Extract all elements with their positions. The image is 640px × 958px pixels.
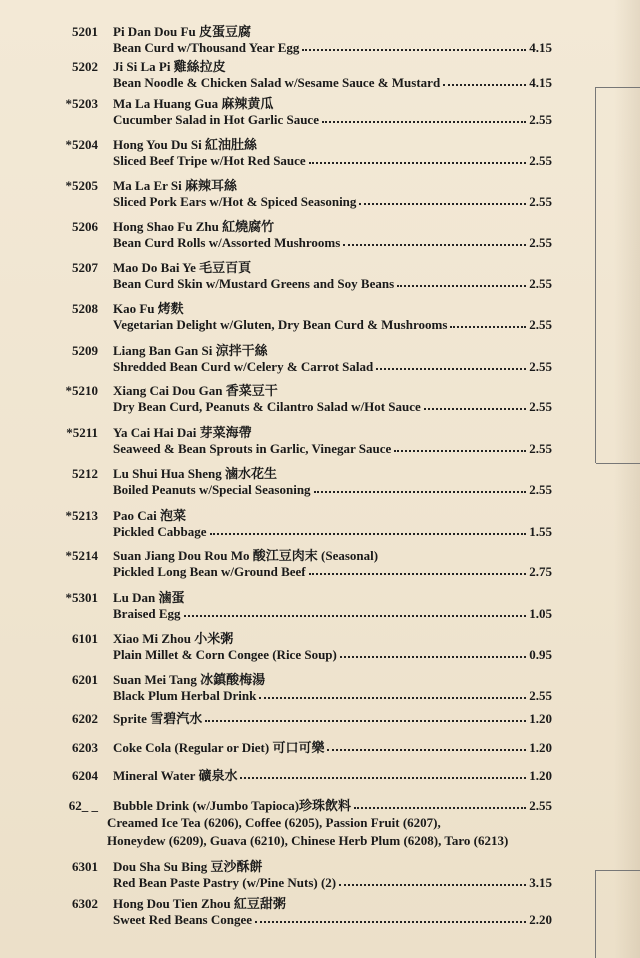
item-title: Lu Dan 滷蛋 [113, 590, 185, 605]
item-description: Sliced Beef Tripe w/Hot Red Sauce [113, 153, 306, 168]
item-description-line [113, 875, 552, 890]
edge-tab-line [596, 870, 640, 871]
item-number: 5212 [72, 466, 98, 481]
item-description-line [113, 606, 552, 621]
dot-leader [322, 121, 526, 123]
item-price: 2.55 [529, 482, 552, 497]
bubble-flavors-line: Honeydew (6209), Guava (6210), Chinese Herb Plum (6208), Taro (6213) [107, 833, 509, 848]
item-description: Dry Bean Curd, Peanuts & Cilantro Salad w/Hot Sauce [113, 399, 421, 414]
dot-leader [450, 326, 526, 328]
item-price: 2.55 [529, 194, 552, 209]
edge-tab-line [596, 87, 640, 88]
item-description-line [113, 153, 552, 168]
item-title: Hong You Du Si 紅油肚絲 [113, 137, 257, 152]
item-number: 6301 [72, 859, 98, 874]
item-price: 1.20 [529, 711, 552, 726]
item-price: 2.20 [529, 912, 552, 927]
item-description: Plain Millet & Corn Congee (Rice Soup) [113, 647, 337, 662]
item-title: Xiao Mi Zhou 小米粥 [113, 631, 234, 646]
item-description: Pickled Cabbage [113, 524, 207, 539]
dot-leader [340, 656, 526, 658]
item-number: 6101 [72, 631, 98, 646]
item-price: 2.55 [529, 441, 552, 456]
item-description: Sprite 雪碧汽水 [113, 711, 203, 726]
dot-leader [210, 533, 527, 535]
item-description-line [113, 194, 552, 209]
item-description-line [113, 524, 552, 539]
item-description-line [113, 912, 552, 927]
item-description: Coke Cola (Regular or Diet) 可口可樂 [113, 740, 325, 755]
item-description: Bubble Drink (w/Jumbo Tapioca)珍珠飲料 [113, 798, 352, 813]
item-description-line [113, 112, 552, 127]
dot-leader [327, 749, 526, 751]
item-number: 5207 [72, 260, 98, 275]
item-description: Pickled Long Bean w/Ground Beef [113, 564, 306, 579]
item-number: 6202 [72, 711, 98, 726]
bubble-flavors-line: Creamed Ice Tea (6206), Coffee (6205), Passion Fruit (6207), [107, 815, 441, 830]
dot-leader [309, 162, 527, 164]
item-title: Liang Ban Gan Si 涼拌干絲 [113, 343, 268, 358]
item-price: 0.95 [529, 647, 552, 662]
item-description-line [113, 235, 552, 250]
item-title: Hong Shao Fu Zhu 紅燒腐竹 [113, 219, 275, 234]
dot-leader [359, 203, 526, 205]
dot-leader [302, 49, 526, 51]
dot-leader [255, 921, 526, 923]
item-description: Seaweed & Bean Sprouts in Garlic, Vinegar Sauce [113, 441, 392, 456]
item-description-line [113, 441, 552, 456]
item-description-line [113, 740, 552, 755]
item-number: 62_ _ [68, 798, 98, 813]
item-description: Vegetarian Delight w/Gluten, Dry Bean Curd & Mushrooms [113, 317, 448, 332]
item-title: Suan Jiang Dou Rou Mo 酸江豆肉末 (Seasonal) [113, 548, 379, 563]
item-number: 5208 [72, 301, 98, 316]
item-number: 5209 [72, 343, 98, 358]
item-price: 2.55 [529, 399, 552, 414]
item-title: Suan Mei Tang 冰鎮酸梅湯 [113, 672, 266, 687]
item-description-line [113, 711, 552, 726]
item-description-line [113, 768, 552, 783]
dot-leader [354, 807, 526, 809]
item-description-line [113, 482, 552, 497]
item-description: Sliced Pork Ears w/Hot & Spiced Seasoning [113, 194, 357, 209]
dot-leader [240, 777, 526, 779]
page-edge-shadow [614, 0, 640, 958]
dot-leader [309, 573, 527, 575]
item-description-line [113, 75, 552, 90]
item-number: 5202 [72, 59, 98, 74]
item-description: Red Bean Paste Pastry (w/Pine Nuts) (2) [113, 875, 337, 890]
item-description: Bean Curd Rolls w/Assorted Mushrooms [113, 235, 341, 250]
dot-leader [343, 244, 526, 246]
dot-leader [443, 84, 526, 86]
item-title: Xiang Cai Dou Gan 香菜豆干 [113, 383, 278, 398]
dot-leader [259, 697, 526, 699]
item-price: 2.55 [529, 317, 552, 332]
item-number: 6302 [72, 896, 98, 911]
item-description: Bean Curd Skin w/Mustard Greens and Soy Beans [113, 276, 395, 291]
item-description: Boiled Peanuts w/Special Seasoning [113, 482, 311, 497]
item-price: 2.55 [529, 235, 552, 250]
item-number: 6203 [72, 740, 98, 755]
item-number: 6201 [72, 672, 98, 687]
dot-leader [339, 884, 526, 886]
item-description-line [113, 359, 552, 374]
item-title: Dou Sha Su Bing 豆沙酥餅 [113, 859, 263, 874]
item-price: 4.15 [529, 40, 552, 55]
item-description-line [113, 399, 552, 414]
item-description-line [113, 798, 552, 813]
dot-leader [184, 615, 527, 617]
item-price: 2.55 [529, 276, 552, 291]
item-title: Kao Fu 烤麩 [113, 301, 184, 316]
dot-leader [376, 368, 526, 370]
item-number: *5205 [65, 178, 98, 193]
item-price: 1.20 [529, 740, 552, 755]
edge-tab-divider [595, 870, 596, 958]
item-title: Ya Cai Hai Dai 芽菜海帶 [113, 425, 252, 440]
item-number: *5213 [65, 508, 98, 523]
item-title: Ji Si La Pi 雞絲拉皮 [113, 59, 226, 74]
item-description: Bean Noodle & Chicken Salad w/Sesame Sauce & Mustard [113, 75, 441, 90]
item-description: Cucumber Salad in Hot Garlic Sauce [113, 112, 319, 127]
dot-leader [397, 285, 526, 287]
item-description: Mineral Water 礦泉水 [113, 768, 238, 783]
item-number: *5211 [66, 425, 98, 440]
edge-tab-divider [595, 87, 596, 463]
item-price: 3.15 [529, 875, 552, 890]
item-number: *5210 [65, 383, 98, 398]
item-title: Lu Shui Hua Sheng 滷水花生 [113, 466, 278, 481]
item-price: 2.55 [529, 112, 552, 127]
item-number: *5214 [65, 548, 98, 563]
item-price: 1.05 [529, 606, 552, 621]
item-price: 4.15 [529, 75, 552, 90]
item-number: 5206 [72, 219, 98, 234]
edge-tab-line [596, 463, 640, 464]
dot-leader [424, 408, 526, 410]
item-price: 2.55 [529, 798, 552, 813]
item-number: *5203 [65, 96, 98, 111]
item-description: Black Plum Herbal Drink [113, 688, 257, 703]
item-description-line [113, 276, 552, 291]
item-number: *5301 [65, 590, 98, 605]
item-title: Mao Do Bai Ye 毛豆百頁 [113, 260, 252, 275]
dot-leader [314, 491, 527, 493]
item-description: Braised Egg [113, 606, 181, 621]
item-description: Shredded Bean Curd w/Celery & Carrot Salad [113, 359, 374, 374]
item-description: Sweet Red Beans Congee [113, 912, 253, 927]
item-number: *5204 [65, 137, 98, 152]
item-price: 1.20 [529, 768, 552, 783]
item-description-line [113, 688, 552, 703]
item-price: 2.55 [529, 153, 552, 168]
item-description: Bean Curd w/Thousand Year Egg [113, 40, 300, 55]
dot-leader [205, 720, 526, 722]
item-number: 5201 [72, 24, 98, 39]
item-description-line [113, 647, 552, 662]
item-price: 2.55 [529, 359, 552, 374]
dot-leader [394, 450, 526, 452]
item-description-line [113, 564, 552, 579]
item-price: 2.55 [529, 688, 552, 703]
item-number: 6204 [72, 768, 98, 783]
item-title: Ma La Er Si 麻辣耳絲 [113, 178, 237, 193]
item-title: Pao Cai 泡菜 [113, 508, 186, 523]
item-description-line [113, 40, 552, 55]
item-title: Hong Dou Tien Zhou 紅豆甜粥 [113, 896, 286, 911]
item-title: Ma La Huang Gua 麻辣黄瓜 [113, 96, 274, 111]
item-price: 1.55 [529, 524, 552, 539]
item-description-line [113, 317, 552, 332]
item-title: Pi Dan Dou Fu 皮蛋豆腐 [113, 24, 251, 39]
item-price: 2.75 [529, 564, 552, 579]
